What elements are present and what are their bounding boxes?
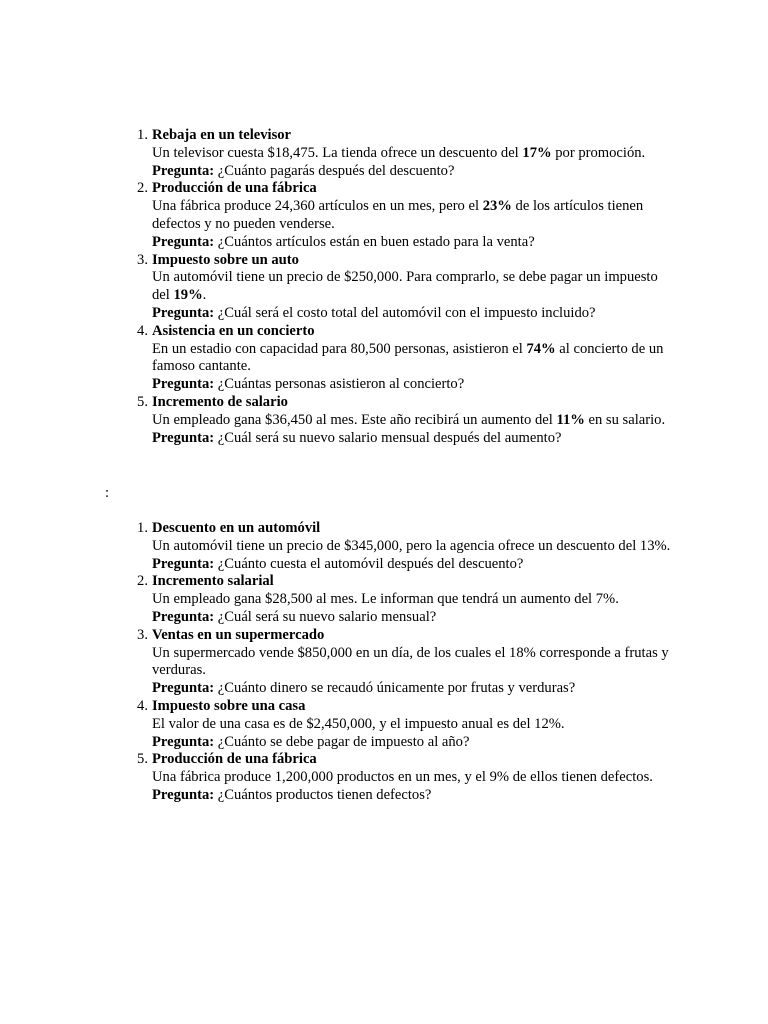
item-text: Un empleado gana $28,500 al mes. Le informan que tendrá un aumento del 7%. — [152, 591, 619, 608]
item-title: Producción de una fábrica — [152, 180, 317, 197]
item-number: 1. — [137, 127, 148, 143]
item-text-before: Un empleado gana $36,450 al mes. Este año recibirá un aumento del — [152, 411, 557, 428]
question-label: Pregunta: — [152, 733, 215, 750]
question-label: Pregunta: — [152, 304, 215, 321]
list-item — [137, 180, 672, 251]
question-text: ¿Cuántos artículos están en buen estado para la venta? — [214, 233, 535, 250]
question-label: Pregunta: — [152, 555, 215, 572]
list-item — [137, 251, 672, 323]
question-label: Pregunta: — [152, 608, 215, 625]
item-title: Impuesto sobre una casa — [152, 697, 306, 714]
item-number: 4. — [137, 697, 148, 714]
question-text: ¿Cuántos productos tienen defectos? — [214, 786, 432, 803]
item-question — [152, 609, 672, 627]
item-question — [152, 430, 672, 448]
question-label: Pregunta: — [152, 233, 215, 250]
question-label: Pregunta: — [152, 786, 215, 803]
item-title: Rebaja en un televisor — [152, 127, 292, 143]
item-title: Descuento en un automóvil — [152, 520, 321, 536]
item-title: Asistencia en un concierto — [152, 322, 315, 339]
item-number: 5. — [137, 393, 148, 410]
question-label: Pregunta: — [152, 680, 215, 697]
list-item — [137, 626, 672, 698]
item-text-after: por promoción. — [551, 144, 646, 161]
problem-list-1 — [137, 127, 672, 447]
item-number: 2. — [137, 573, 148, 590]
item-question — [152, 734, 672, 752]
list-item — [137, 697, 672, 751]
item-text-after: . — [202, 287, 207, 304]
item-number: 4. — [137, 322, 148, 339]
question-text: ¿Cuánto se debe pagar de impuesto al año? — [214, 733, 470, 750]
item-text-after: de los artículos tienen defectos y no pueden venderse. — [152, 198, 644, 232]
item-percent: 11% — [556, 411, 585, 428]
question-text: ¿Cuántas personas asistieron al concierto? — [214, 376, 465, 393]
problem-list-2 — [137, 520, 672, 805]
item-text: Un supermercado vende $850,000 en un día, de los cuales el 18% corresponde a frutas y verduras. — [152, 644, 669, 679]
item-question — [152, 234, 672, 252]
item-text-after: en su salario. — [584, 411, 666, 428]
question-text: ¿Cuánto dinero se recaudó únicamente por frutas y verduras? — [214, 680, 576, 697]
list-item — [137, 751, 672, 804]
item-question — [152, 163, 672, 181]
item-text: El valor de una casa es de $2,450,000, y el impuesto anual es del 12%. — [152, 715, 565, 732]
item-text: Un automóvil tiene un precio de $345,000, pero la agencia ofrece un descuento del 13%. — [152, 537, 671, 554]
item-text — [152, 145, 672, 163]
item-question — [152, 376, 672, 394]
item-percent: 17% — [522, 144, 552, 161]
question-text: ¿Cuánto cuesta el automóvil después del descuento? — [214, 555, 524, 572]
question-text: ¿Cuál será su nuevo salario mensual después del aumento? — [214, 429, 562, 446]
item-title: Producción de una fábrica — [152, 751, 317, 768]
item-percent: 23% — [482, 198, 512, 215]
item-percent: 74% — [526, 340, 556, 357]
question-label: Pregunta: — [152, 162, 215, 179]
separator-colon: : — [105, 485, 110, 501]
item-question — [152, 787, 672, 805]
item-text — [152, 269, 672, 305]
item-title: Impuesto sobre un auto — [152, 251, 299, 268]
item-text-before: En un estadio con capacidad para 80,500 personas, asistieron el — [152, 340, 527, 357]
item-number: 5. — [137, 751, 148, 768]
question-label: Pregunta: — [152, 376, 215, 393]
item-text-before: Un automóvil tiene un precio de $250,000. Para comprarlo, se debe pagar un impuesto del — [152, 269, 658, 304]
item-number: 3. — [137, 626, 148, 643]
list-item — [137, 127, 672, 180]
item-question — [152, 680, 672, 698]
list-item — [137, 322, 672, 394]
list-item — [137, 393, 672, 447]
item-text-before: Un televisor cuesta $18,475. La tienda ofrece un descuento del — [152, 144, 523, 161]
item-number: 2. — [137, 180, 148, 197]
list-item — [137, 520, 672, 573]
item-number: 3. — [137, 251, 148, 268]
item-title: Incremento de salario — [152, 393, 288, 410]
item-text-after: al concierto de un famoso cantante. — [152, 340, 664, 375]
item-number: 1. — [137, 520, 148, 536]
item-question — [152, 556, 672, 574]
item-text — [152, 341, 672, 377]
question-text: ¿Cuál será su nuevo salario mensual? — [214, 608, 437, 625]
list-item — [137, 573, 672, 626]
item-text — [152, 412, 672, 430]
question-text: ¿Cuánto pagarás después del descuento? — [214, 162, 455, 179]
item-percent: 19% — [173, 287, 203, 304]
item-text — [152, 198, 672, 234]
question-label: Pregunta: — [152, 429, 215, 446]
question-text: ¿Cuál será el costo total del automóvil con el impuesto incluido? — [214, 304, 596, 321]
item-question — [152, 305, 672, 323]
item-text: Una fábrica produce 1,200,000 productos en un mes, y el 9% de ellos tienen defectos. — [152, 769, 653, 786]
item-text-before: Una fábrica produce 24,360 artículos en un mes, pero el — [152, 198, 483, 215]
item-title: Ventas en un supermercado — [152, 626, 325, 643]
item-title: Incremento salarial — [152, 573, 274, 590]
